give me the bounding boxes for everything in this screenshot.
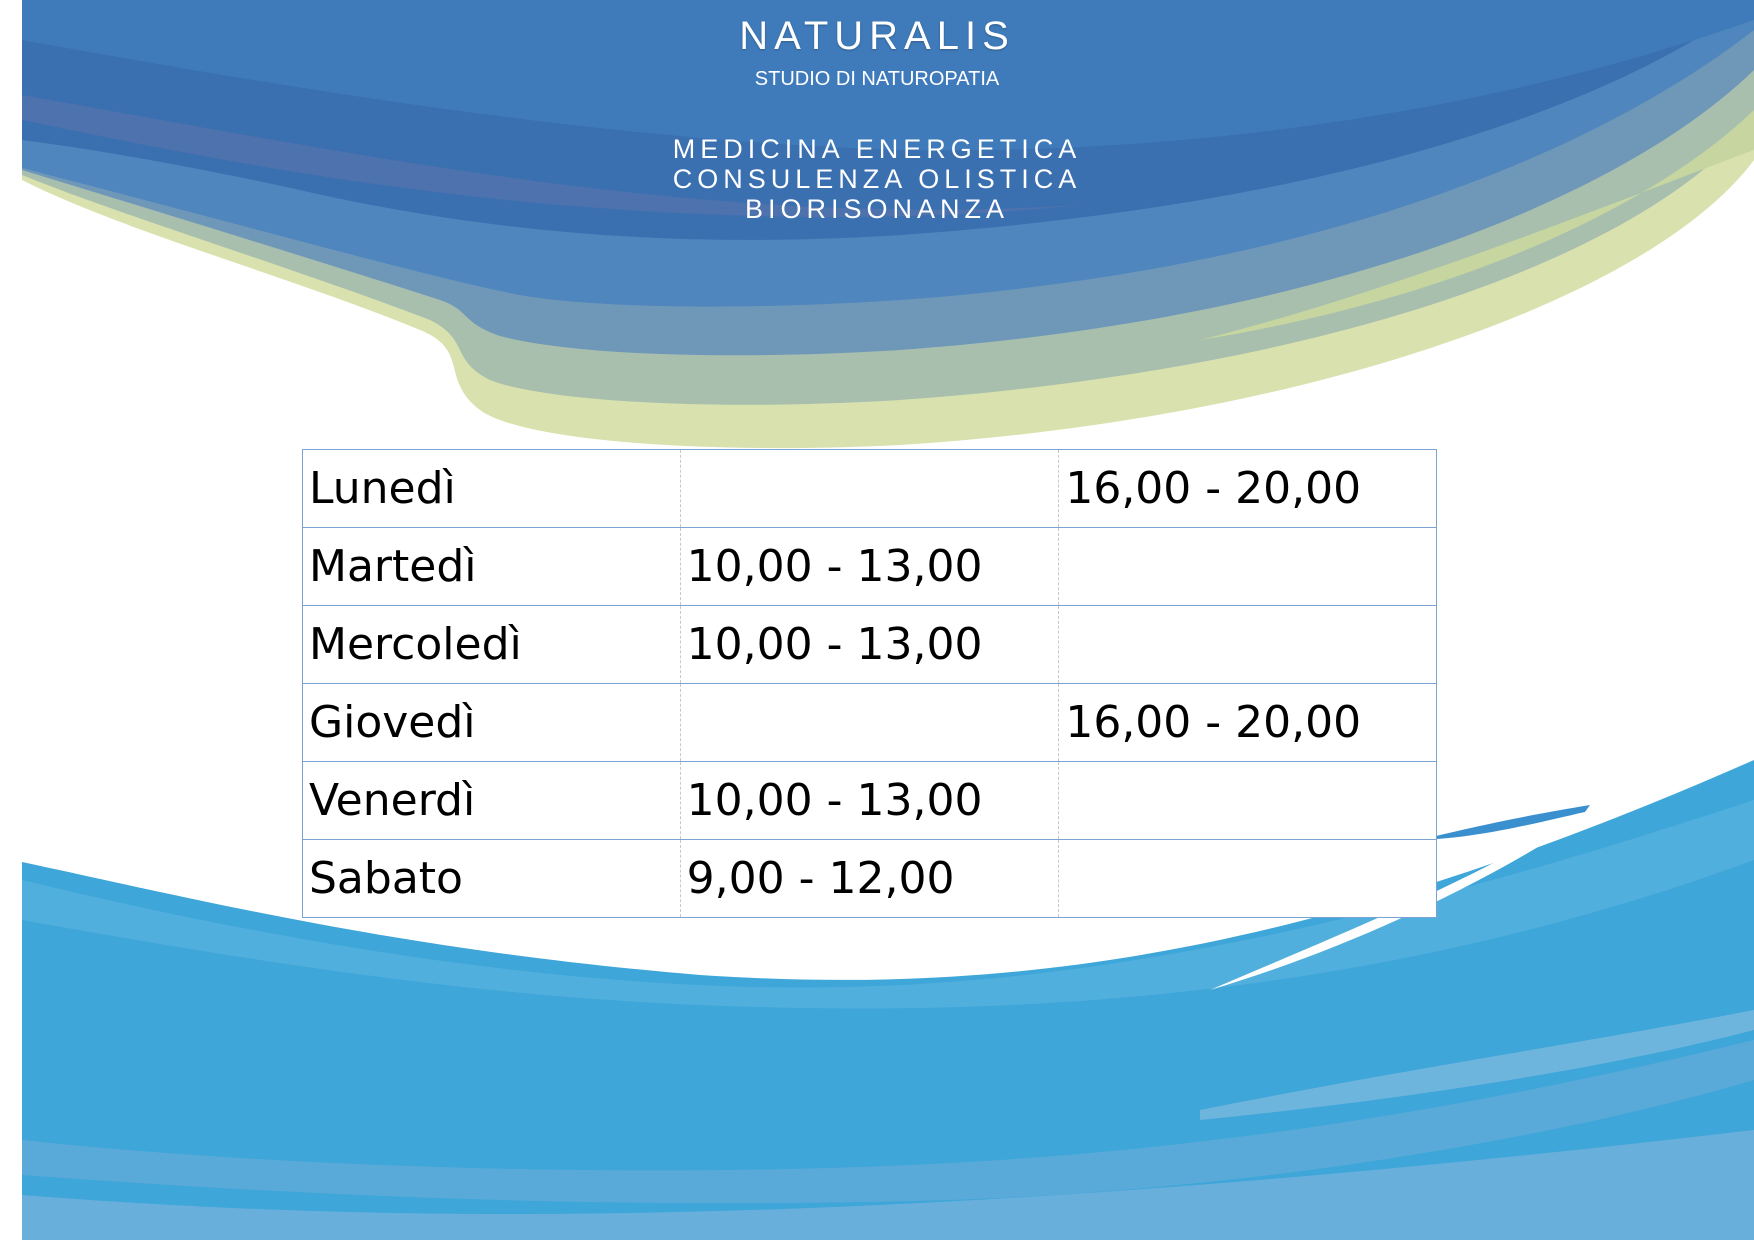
morning-hours-cell: 10,00 - 13,00	[680, 606, 1059, 684]
morning-hours-cell: 10,00 - 13,00	[680, 528, 1059, 606]
day-cell: Sabato	[303, 840, 681, 918]
afternoon-hours-cell	[1059, 606, 1437, 684]
table-row	[303, 606, 1437, 684]
table-row	[303, 684, 1437, 762]
day-cell: Martedì	[303, 528, 681, 606]
day-cell: Lunedì	[303, 450, 681, 528]
table-row	[303, 528, 1437, 606]
services-list	[0, 134, 1754, 224]
service-item: CONSULENZA OLISTICA	[672, 164, 1082, 194]
table-row	[303, 840, 1437, 918]
afternoon-hours-cell	[1059, 840, 1437, 918]
day-cell: Mercoledì	[303, 606, 681, 684]
morning-hours-cell	[680, 450, 1059, 528]
table-row	[303, 450, 1437, 528]
morning-hours-cell: 9,00 - 12,00	[680, 840, 1059, 918]
day-cell: Venerdì	[303, 762, 681, 840]
day-cell: Giovedì	[303, 684, 681, 762]
afternoon-hours-cell: 16,00 - 20,00	[1059, 684, 1437, 762]
opening-hours-table	[302, 449, 1437, 918]
afternoon-hours-cell: 16,00 - 20,00	[1059, 450, 1437, 528]
morning-hours-cell: 10,00 - 13,00	[680, 762, 1059, 840]
table-row	[303, 762, 1437, 840]
afternoon-hours-cell	[1059, 528, 1437, 606]
afternoon-hours-cell	[1059, 762, 1437, 840]
service-item: MEDICINA ENERGETICA	[672, 134, 1082, 164]
morning-hours-cell	[680, 684, 1059, 762]
brand-title: NATURALIS	[739, 14, 1015, 58]
brand-subtitle: STUDIO DI NATUROPATIA	[754, 68, 1000, 90]
service-item: BIORISONANZA	[744, 194, 1010, 224]
